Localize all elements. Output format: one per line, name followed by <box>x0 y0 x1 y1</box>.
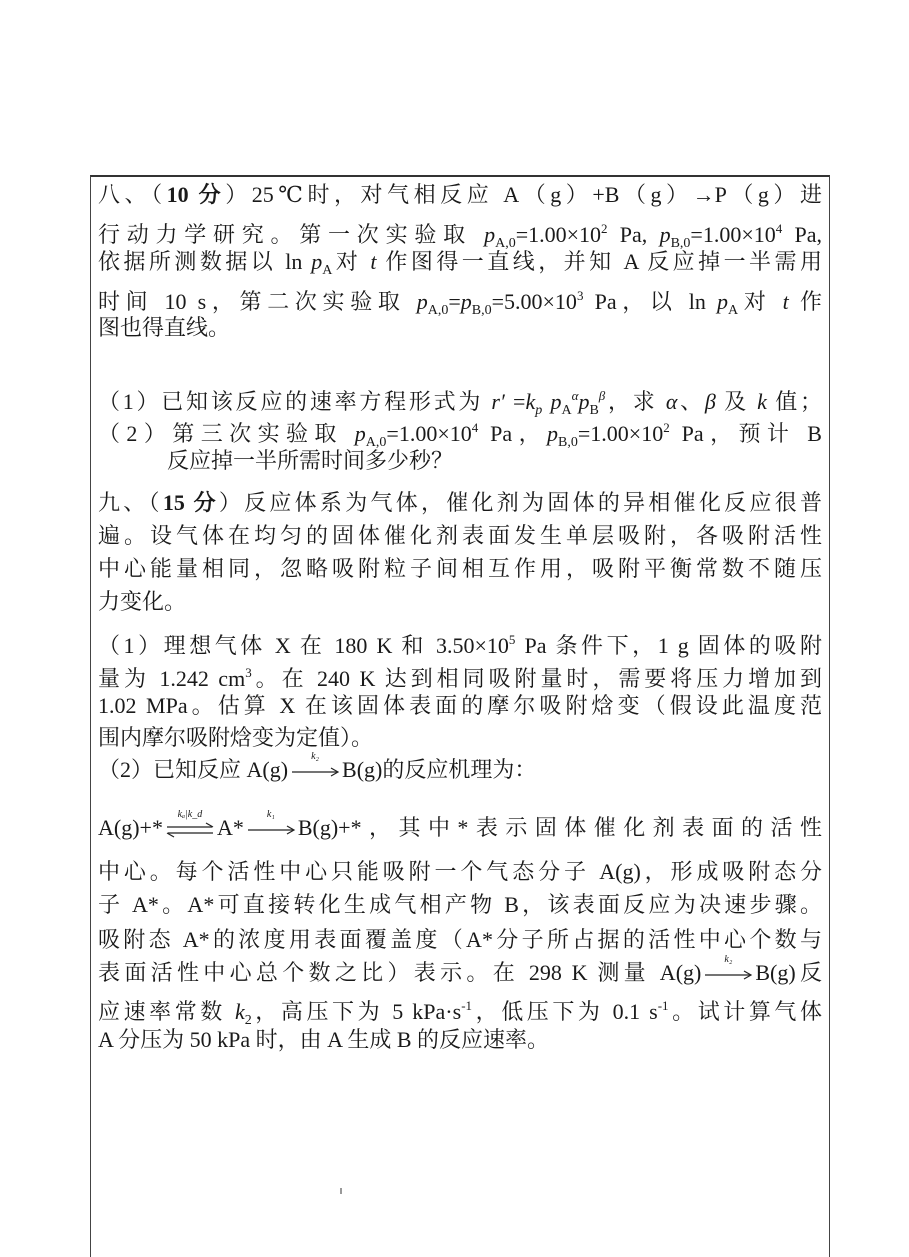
text-segment: t <box>370 249 377 274</box>
text-segment: t <box>782 289 789 314</box>
text-segment: 遍。设气体在均匀的固体催化剂表面发生单层吸附，各吸附活性 <box>98 523 822 548</box>
text-segment: 中心能量相同，忽略吸附粒子间相互作用，吸附平衡常数不随压 <box>98 556 822 581</box>
subscript: p <box>535 403 543 418</box>
text-segment: =1.00×10 <box>690 222 776 247</box>
superscript: α <box>571 388 579 403</box>
text-segment: =1.00×10 <box>577 421 664 446</box>
text-segment: （1）已知该反应的速率方程形式为 <box>98 389 492 414</box>
text-segment: p <box>547 421 559 446</box>
text-segment: Pa, <box>607 222 660 247</box>
text-segment: p <box>484 222 496 247</box>
text-segment: Pa, <box>782 222 822 247</box>
superscript: 3 <box>576 288 584 303</box>
rate-constant-label: k₂ <box>724 953 733 965</box>
text-segment: 反应掉一半所需时间多少秒？ <box>167 448 454 473</box>
text-segment: =1.00×10 <box>515 222 602 247</box>
subscript: B,0 <box>670 236 691 251</box>
subscript: 2 <box>244 1013 252 1028</box>
rate-constant-label: k₁ <box>266 808 275 820</box>
text-segment: p <box>354 421 366 446</box>
text-segment: 吸附态 A*的浓度用表面覆盖度（A*分子所占据的活性中心个数与 <box>98 927 822 952</box>
text-segment: ，高压下为 5 kPa·s <box>251 999 462 1024</box>
text-segment: p <box>460 289 472 314</box>
text-segment: α <box>665 389 678 414</box>
reaction-arrow-icon <box>703 953 753 985</box>
text-segment: 10 分 <box>166 182 226 207</box>
superscript: 2 <box>601 221 608 236</box>
text-segment: A 分压为 50 kPa 时，由 A 生成 B 的反应速率。 <box>98 1027 550 1052</box>
text-segment: p <box>311 249 323 274</box>
text-segment: =1.00×10 <box>386 421 472 446</box>
question-9-line <box>98 724 822 752</box>
text-segment: B(g)的反应机理为： <box>342 757 537 782</box>
superscript: -1 <box>461 998 473 1013</box>
text-segment: A(g)+* <box>98 815 163 840</box>
text-segment: 依据所测数据以 ln <box>98 249 312 274</box>
subscript: A,0 <box>427 303 449 318</box>
question-9-line <box>98 588 822 616</box>
text-segment: 值； <box>766 389 822 414</box>
question-8-line <box>98 181 822 209</box>
text-segment: 围内摩尔吸附焓变为定值）。 <box>98 725 374 750</box>
text-segment: ，求 <box>605 389 666 414</box>
text-segment: 图也得直线。 <box>98 315 231 340</box>
text-segment: （2）已知反应 A(g) <box>98 757 289 782</box>
text-segment: Pa 条件下，1 g 固体的吸附 <box>515 633 822 658</box>
rate-constant-label: kₐ|k_d <box>177 808 203 820</box>
text-segment: =5.00×10 <box>491 289 577 314</box>
text-segment: 量为 1.242 cm <box>98 666 246 691</box>
superscript: 3 <box>245 665 252 680</box>
question-9-line <box>98 659 822 693</box>
subscript: A <box>728 303 739 318</box>
text-segment: 力变化。 <box>98 589 187 614</box>
superscript: 4 <box>775 221 783 236</box>
text-segment: （2）第三次实验取 <box>98 421 355 446</box>
question-9-line <box>98 926 822 954</box>
text-segment: 及 <box>715 389 758 414</box>
text-segment: B(g)+*，其中*表示固体催化剂表面的活性 <box>297 815 822 840</box>
text-segment: p <box>578 389 590 414</box>
subscript: A,0 <box>495 236 516 251</box>
superscript: β <box>598 388 606 403</box>
text-segment: r′ <box>491 389 505 414</box>
text-segment: 子 A*。A*可直接转化生成气相产物 B，该表面反应为决速步骤。 <box>98 892 822 917</box>
text-segment: 行动力学研究。第一次实验取 <box>98 222 485 247</box>
text-segment: 、 <box>677 389 705 414</box>
text-segment: k <box>757 389 767 414</box>
text-segment: 。试计算气体 <box>668 999 822 1024</box>
text-segment: 对 <box>332 249 371 274</box>
text-segment: A* <box>216 815 244 840</box>
question-9-line <box>98 692 822 720</box>
question-9-line <box>98 555 822 583</box>
superscript: 2 <box>663 420 670 435</box>
question-8-line <box>98 314 822 342</box>
text-segment: k <box>525 389 536 414</box>
question-9-line <box>98 626 822 660</box>
superscript: 4 <box>471 420 479 435</box>
text-segment: 1.02 MPa。估算 X 在该固体表面的摩尔吸附焓变（假设此温度范 <box>98 693 822 718</box>
question-9-line <box>98 522 822 550</box>
scan-speck <box>340 1188 342 1194</box>
text-segment: 15 分 <box>162 490 219 515</box>
text-segment: B(g)反 <box>755 960 823 985</box>
text-segment: β <box>704 389 716 414</box>
text-segment: 对 <box>738 289 783 314</box>
equilibrium-arrow-icon <box>165 808 215 840</box>
text-segment: p <box>717 289 729 314</box>
text-segment: = <box>448 289 461 314</box>
question-9-line <box>98 489 822 517</box>
question-9-line <box>98 858 822 886</box>
text-segment: p <box>542 389 562 414</box>
text-segment: 中心。每个活性中心只能吸附一个气态分子 A(g)，形成吸附态分 <box>98 859 822 884</box>
reaction-arrow-icon <box>246 808 296 840</box>
text-segment: 表面活性中心总个数之比）表示。在 298 K 测量 A(g) <box>98 960 702 985</box>
text-segment: Pa，预计 B <box>669 421 822 446</box>
text-segment: ）25℃时，对气相反应 A（g）+B（g）→P（g）进 <box>225 182 822 207</box>
question-9-line <box>98 953 823 987</box>
subscript: B,0 <box>471 303 492 318</box>
text-segment: Pa， <box>478 421 548 446</box>
question-8-line <box>98 248 822 285</box>
text-segment: （1）理想气体 X 在 180 K 和 3.50×10 <box>98 633 509 658</box>
rate-constant-label: k₂ <box>311 750 319 762</box>
question-8-line <box>167 447 822 475</box>
text-segment: k <box>234 999 245 1024</box>
question-9-line <box>98 808 822 842</box>
question-9-line <box>98 1026 822 1054</box>
text-segment: 时间 10 s，第二次实验取 <box>98 289 417 314</box>
text-segment: 作图得一直线，并知 A 反应掉一半需用 <box>376 249 822 274</box>
text-segment: 。在 240 K 达到相同吸附量时，需要将压力增加到 <box>251 666 822 691</box>
text-segment: p <box>659 222 671 247</box>
text-segment: 应速率常数 <box>98 999 235 1024</box>
subscript: A,0 <box>365 435 387 450</box>
question-9-line <box>98 891 822 919</box>
text-segment: 作 <box>788 289 822 314</box>
text-segment: Pa，以 ln <box>583 289 718 314</box>
text-segment: 九、（ <box>98 490 163 515</box>
text-segment: ）反应体系为气体，催化剂为固体的异相催化反应很普 <box>218 490 822 515</box>
subscript: B,0 <box>558 435 578 450</box>
text-segment: p <box>416 289 428 314</box>
subscript: B <box>589 403 599 418</box>
subscript: A <box>561 403 572 418</box>
superscript: 5 <box>508 632 516 647</box>
text-segment: 八、（ <box>98 182 167 207</box>
superscript: -1 <box>657 998 669 1013</box>
reaction-arrow-icon <box>290 750 340 782</box>
text-segment: ，低压下为 0.1 s <box>472 999 658 1024</box>
subscript: A <box>322 263 333 278</box>
question-9-line <box>98 750 822 784</box>
text-segment: = <box>504 389 526 414</box>
